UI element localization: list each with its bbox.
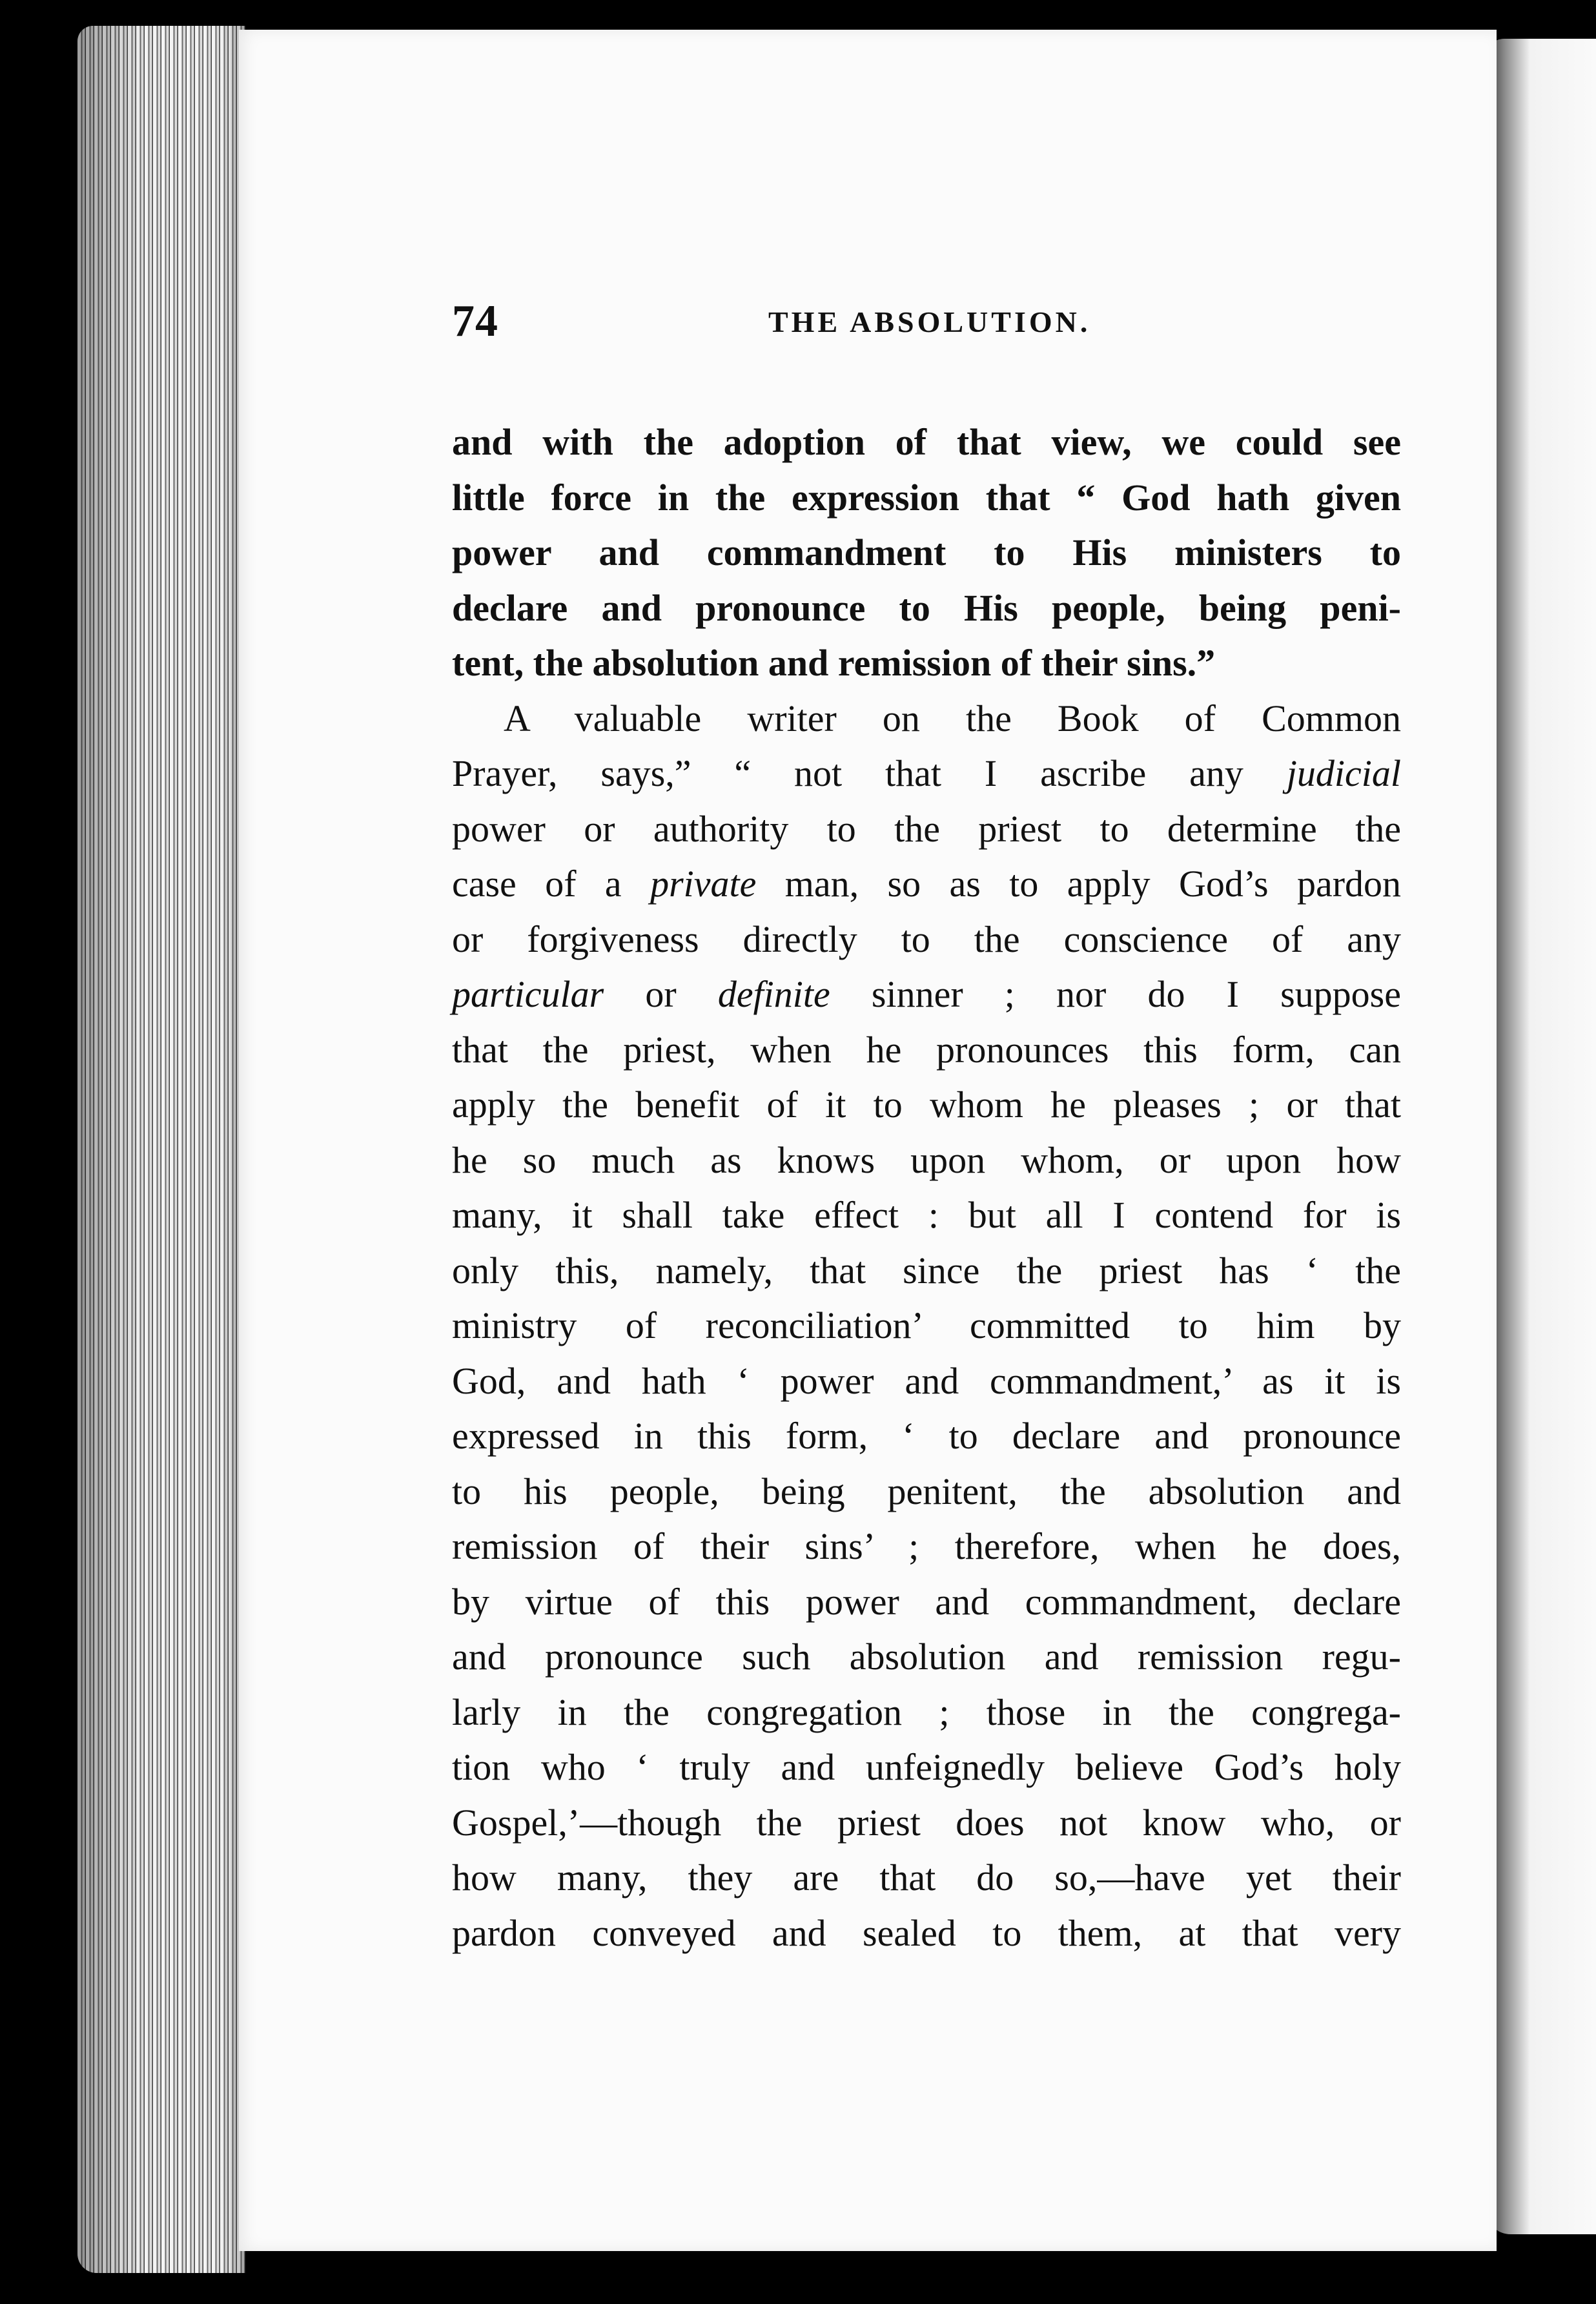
text-line: apply the benefit of it to whom he pleases ; or that [452, 1084, 1401, 1126]
text-line: Gospel,’—though the priest does not know who, or [452, 1801, 1401, 1844]
text-line: tent, the absolution and remission of their sins.” [452, 642, 1216, 684]
text-line: declare and pronounce to His people, being peni- [452, 586, 1401, 629]
text-line: many, it shall take effect : but all I contend for is [452, 1194, 1401, 1236]
text-line: power and commandment to His ministers to [452, 531, 1401, 573]
text-line: A valuable writer on the Book of Common [504, 697, 1401, 739]
book-page [239, 30, 1497, 2251]
text-line: how many, they are that do so,—have yet their [452, 1857, 1401, 1898]
text-line: and with the adoption of that view, we could see [452, 421, 1401, 463]
next-leaf-edge [1485, 39, 1596, 2234]
text-line: larly in the congregation ; those in the congrega- [452, 1691, 1401, 1733]
text-line: he so much as knows upon whom, or upon how [452, 1138, 1401, 1181]
text-line: to his people, being penitent, the absolution and [452, 1470, 1401, 1512]
page-header [452, 296, 1401, 354]
text-line: little force in the expression that “ God hath given [452, 476, 1401, 519]
text-line: particular or definite sinner ; nor do I suppose [452, 973, 1401, 1015]
text-line: tion who ‘ truly and unfeignedly believe God’s holy [452, 1746, 1401, 1788]
text-line: pardon conveyed and sealed to them, at that very [452, 1911, 1401, 1954]
page-number: 74 [452, 296, 498, 346]
text-line: and pronounce such absolution and remission regu- [452, 1636, 1401, 1678]
text-line: or forgiveness directly to the conscience of any [452, 918, 1401, 960]
text-line: Prayer, says,” “ not that I ascribe any judicial [452, 752, 1401, 794]
text-line: God, and hath ‘ power and commandment,’ as it is [452, 1359, 1401, 1402]
text-line: that the priest, when he pronounces this form, can [452, 1028, 1401, 1071]
text-line: by virtue of this power and commandment, declare [452, 1580, 1401, 1623]
text-line: power or authority to the priest to determine the [452, 807, 1401, 850]
body-text [452, 415, 1401, 1960]
text-line: expressed in this form, ‘ to declare and pronounce [452, 1415, 1401, 1457]
page-edge-shadow [77, 26, 245, 2273]
text-line: remission of their sins’ ; therefore, when he does, [452, 1525, 1401, 1567]
text-line: ministry of reconciliation’ committed to him by [452, 1304, 1401, 1346]
text-line: case of a private man, so as to apply God’s pardon [452, 863, 1402, 905]
running-head: THE ABSOLUTION. [768, 305, 1091, 338]
text-line: only this, namely, that since the priest has ‘ the [452, 1249, 1401, 1291]
